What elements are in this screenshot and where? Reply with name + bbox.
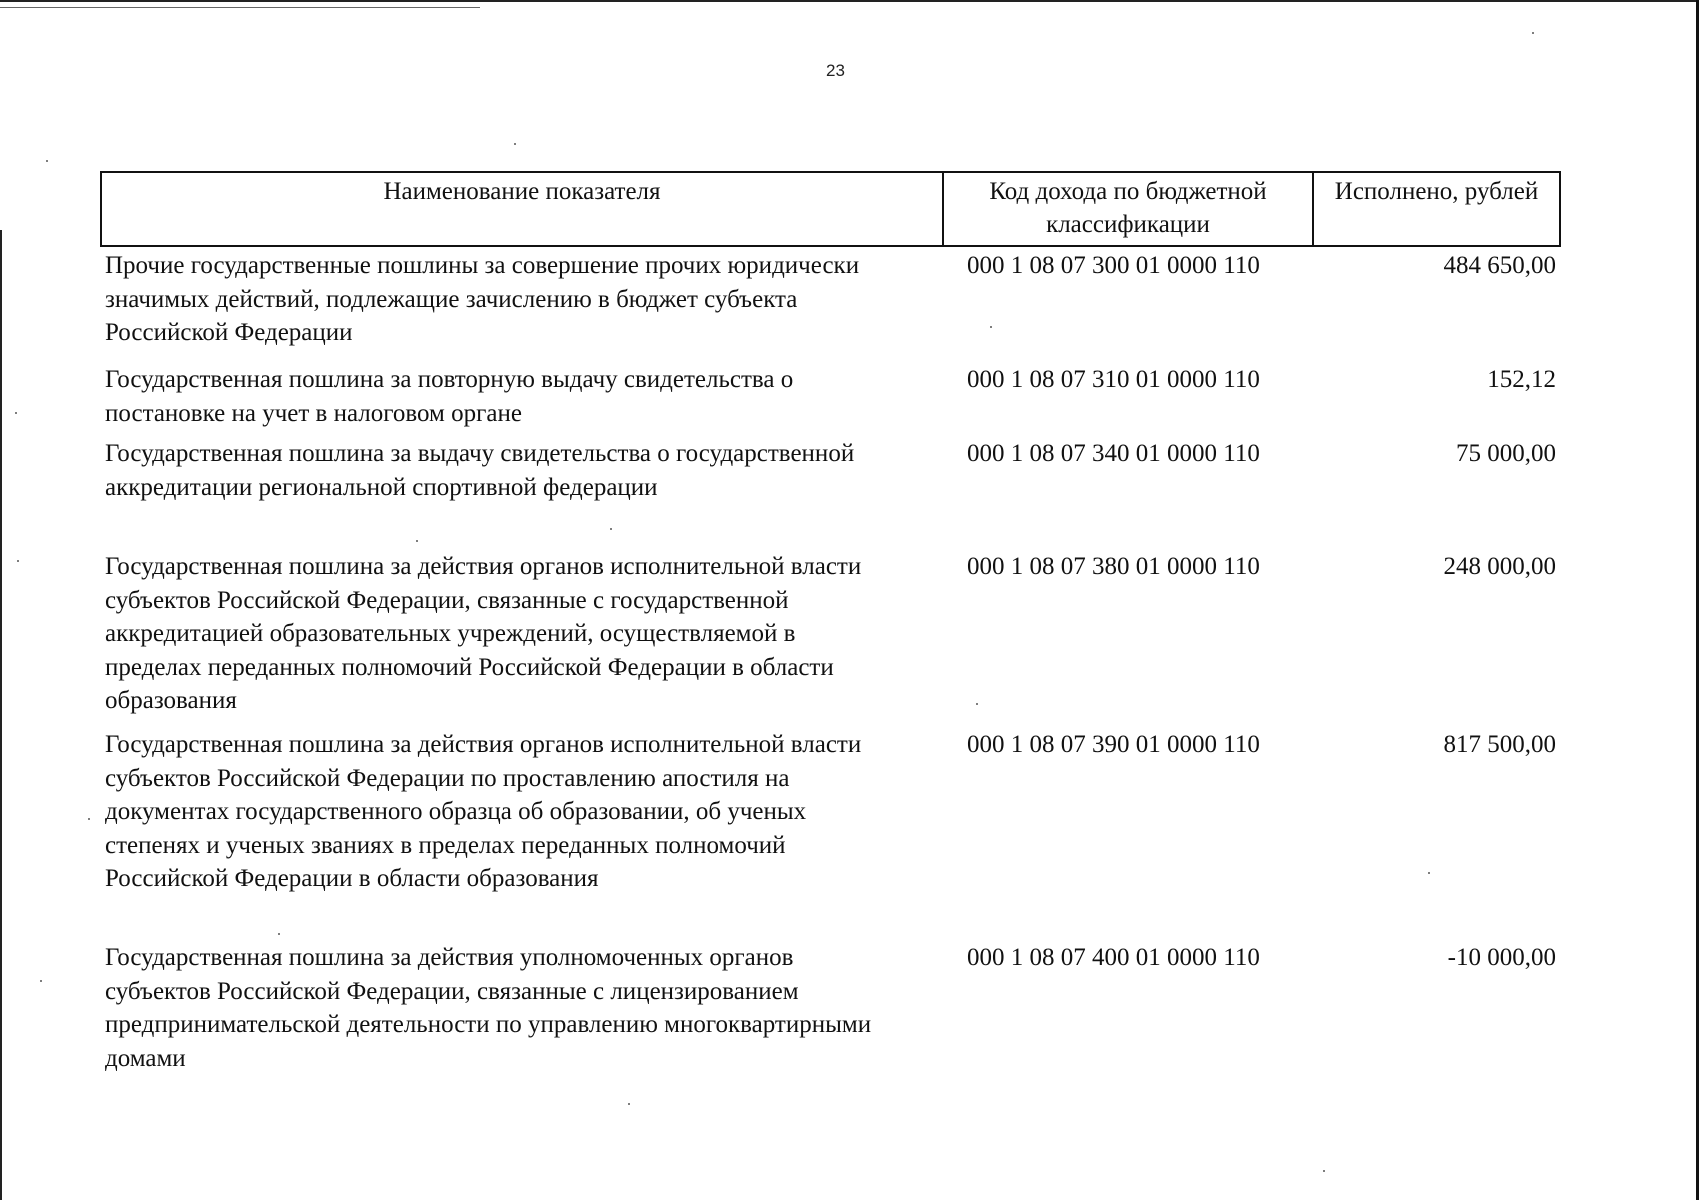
row-indicator-name: Государственная пошлина за действия уполномоченных органов субъектов Российской Федерации, связанные с лицензированием предпринимательской деятельности по управлению многоквартирными домами (105, 944, 872, 1072)
row-income-code: 000 1 08 07 310 01 0000 110 (967, 366, 1260, 393)
scan-speck (278, 933, 280, 935)
row-indicator-name: Государственная пошлина за повторную выдачу свидетельства о постановке на учет в налоговом органе (105, 366, 794, 427)
row-income-code: 000 1 08 07 390 01 0000 110 (967, 731, 1260, 758)
row-income-code: 000 1 08 07 400 01 0000 110 (967, 944, 1260, 971)
row-indicator-name: Прочие государственные пошлины за совершение прочих юридически значимых действий, подлежащие зачислению в бюджет субъекта Российской Федерации (105, 252, 860, 346)
table-header (100, 171, 1561, 247)
scan-speck (40, 980, 42, 982)
row-indicator-name: Государственная пошлина за действия органов исполнительной власти субъектов Российской Федерации по проставлению апостиля на документах государственного образца об образовании, об ученых степенях и ученых званиях в пределах переданных полномочий Российской Федерации в области образования (105, 731, 862, 892)
column-header-name: Наименование показателя (102, 173, 944, 245)
scan-edge-top (0, 0, 1699, 2)
scan-speck (88, 818, 90, 820)
scan-speck (416, 540, 418, 542)
row-amount: 248 000,00 (1443, 553, 1556, 580)
page-number: 23 (826, 61, 845, 80)
scan-speck (610, 528, 612, 530)
row-amount: 152,12 (1487, 366, 1556, 393)
scan-edge-left (0, 230, 2, 1200)
scan-speck (1428, 872, 1430, 874)
scan-speck (15, 412, 17, 414)
row-income-code: 000 1 08 07 340 01 0000 110 (967, 440, 1260, 467)
scan-speck (46, 160, 48, 162)
row-amount: 817 500,00 (1443, 731, 1556, 758)
scan-speck (514, 143, 516, 145)
scan-speck (1323, 1170, 1325, 1172)
row-income-code: 000 1 08 07 300 01 0000 110 (967, 252, 1260, 279)
row-amount: 75 000,00 (1456, 440, 1556, 467)
scan-speck (990, 326, 992, 328)
row-amount: 484 650,00 (1443, 252, 1556, 279)
row-amount: -10 000,00 (1447, 944, 1556, 971)
scan-speck (1532, 32, 1534, 34)
scan-speck (976, 703, 978, 705)
row-income-code: 000 1 08 07 380 01 0000 110 (967, 553, 1260, 580)
column-header-code: Код дохода по бюджетной классификации (944, 173, 1314, 245)
column-header-amount: Исполнено, рублей (1334, 178, 1539, 205)
row-indicator-name: Государственная пошлина за выдачу свидетельства о государственной аккредитации региональной спортивной федерации (105, 440, 855, 501)
scan-speck (17, 560, 19, 562)
scan-edge-top-inner (0, 7, 480, 8)
scan-speck (628, 1103, 630, 1105)
row-indicator-name: Государственная пошлина за действия органов исполнительной власти субъектов Российской Федерации, связанные с государственной аккредитацией образовательных учреждений, осуществляемой в пределах переданных полномочий Российской Федерации в области образования (105, 553, 862, 714)
